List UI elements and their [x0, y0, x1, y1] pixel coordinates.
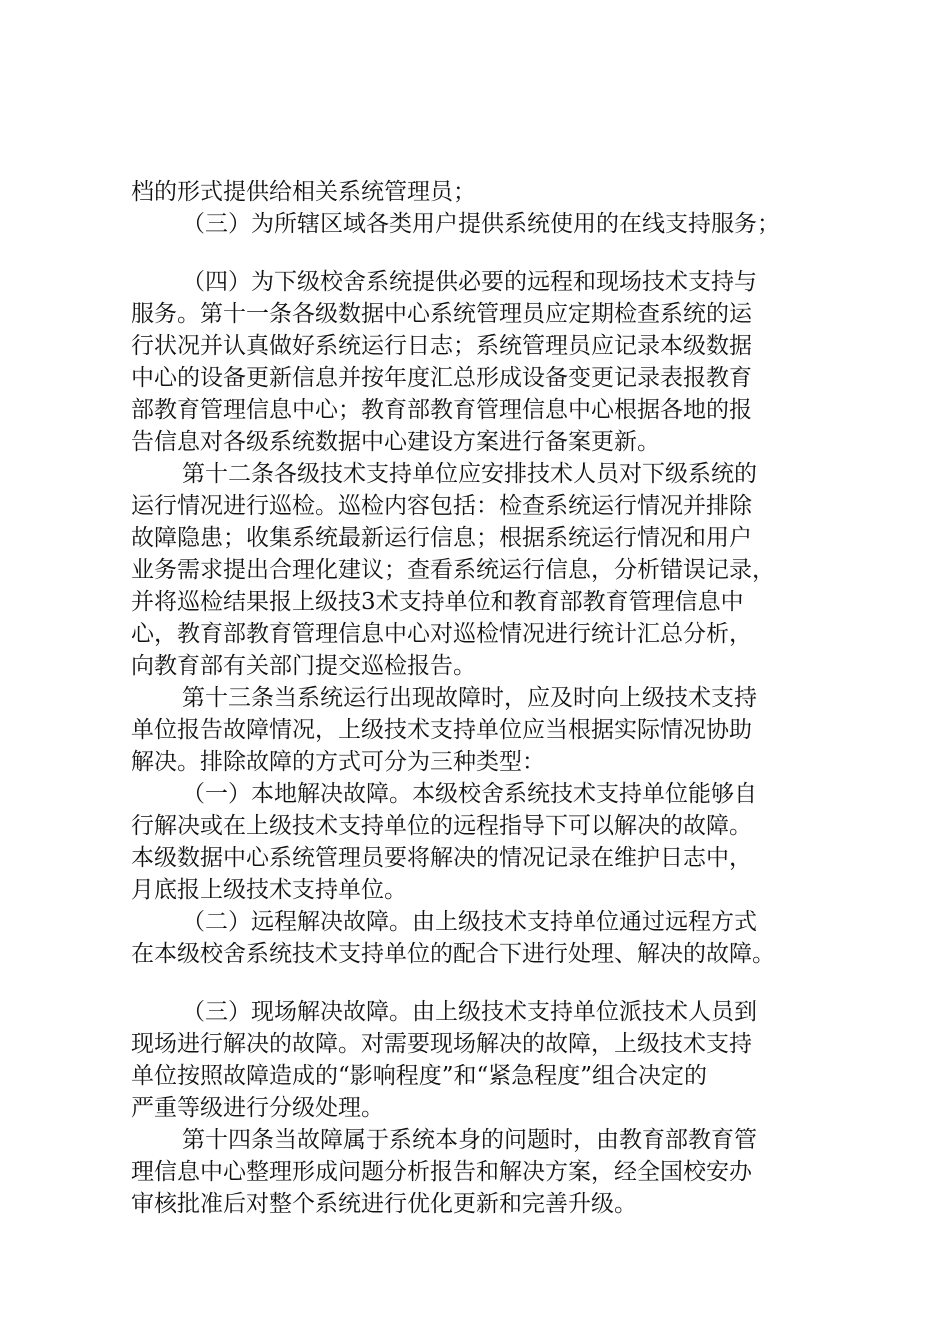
text-line: 服务。第十一条各级数据中心系统管理员应定期检查系统的运 [131, 301, 752, 327]
text-line: 中心的设备更新信息并按年度汇总形成设备变更记录表报教育 [131, 365, 752, 391]
text-line: 第十二条各级技术支持单位应安排技术人员对下级系统的 [182, 461, 757, 487]
text-line: 心，教育部教育管理信息中心对巡检情况进行统计汇总分析， [131, 621, 752, 647]
text-line: 理信息中心整理形成问题分析报告和解决方案，经全国校安办 [131, 1159, 752, 1185]
text-line: （一）本地解决故障。本级校舍系统技术支持单位能够自 [182, 781, 757, 807]
text-line: 现场进行解决的故障。对需要现场解决的故障，上级技术支持 [131, 1031, 752, 1057]
text-line: 并将巡检结果报上级技3术支持单位和教育部教育管理信息中 [131, 589, 744, 615]
text-line: 单位按照故障造成的“影响程度”和“紧急程度”组合决定的 [131, 1063, 708, 1089]
text-line: 在本级校舍系统技术支持单位的配合下进行处理、解决的故障。 [131, 941, 775, 967]
text-line: 第十三条当系统运行出现故障时，应及时向上级技术支持 [182, 685, 757, 711]
text-line: 告信息对各级系统数据中心建设方案进行备案更新。 [131, 429, 660, 455]
text-line: 故障隐患；收集系统最新运行信息；根据系统运行情况和用户 [131, 525, 752, 551]
text-line: 行解决或在上级技术支持单位的远程指导下可以解决的故障。 [131, 813, 752, 839]
text-line: （四）为下级校舍系统提供必要的远程和现场技术支持与 [182, 269, 757, 295]
text-line: 单位报告故障情况，上级技术支持单位应当根据实际情况协助 [131, 717, 752, 743]
text-line: 运行情况进行巡检。巡检内容包括：检查系统运行情况并排除 [131, 493, 752, 519]
text-line: 月底报上级技术支持单位。 [131, 877, 407, 903]
text-line: （三）为所辖区域各类用户提供系统使用的在线支持服务； [182, 211, 780, 237]
text-line: 档的形式提供给相关系统管理员； [131, 179, 476, 205]
text-line: 第十四条当故障属于系统本身的问题时，由教育部教育管 [182, 1127, 757, 1153]
text-line: 解决。排除故障的方式可分为三种类型： [131, 749, 545, 775]
text-line: 审核批准后对整个系统进行优化更新和完善升级。 [131, 1191, 637, 1217]
text-line: 行状况并认真做好系统运行日志；系统管理员应记录本级数据 [131, 333, 752, 359]
text-line: 部教育管理信息中心；教育部教育管理信息中心根据各地的报 [131, 397, 752, 423]
text-line: 严重等级进行分级处理。 [131, 1095, 384, 1121]
text-line: 本级数据中心系统管理员要将解决的情况记录在维护日志中， [131, 845, 752, 871]
text-line: （三）现场解决故障。由上级技术支持单位派技术人员到 [182, 999, 757, 1025]
text-line: 向教育部有关部门提交巡检报告。 [131, 653, 476, 679]
text-line: 业务需求提出合理化建议；查看系统运行信息，分析错误记录， [131, 557, 775, 583]
text-line: （二）远程解决故障。由上级技术支持单位通过远程方式 [182, 909, 757, 935]
